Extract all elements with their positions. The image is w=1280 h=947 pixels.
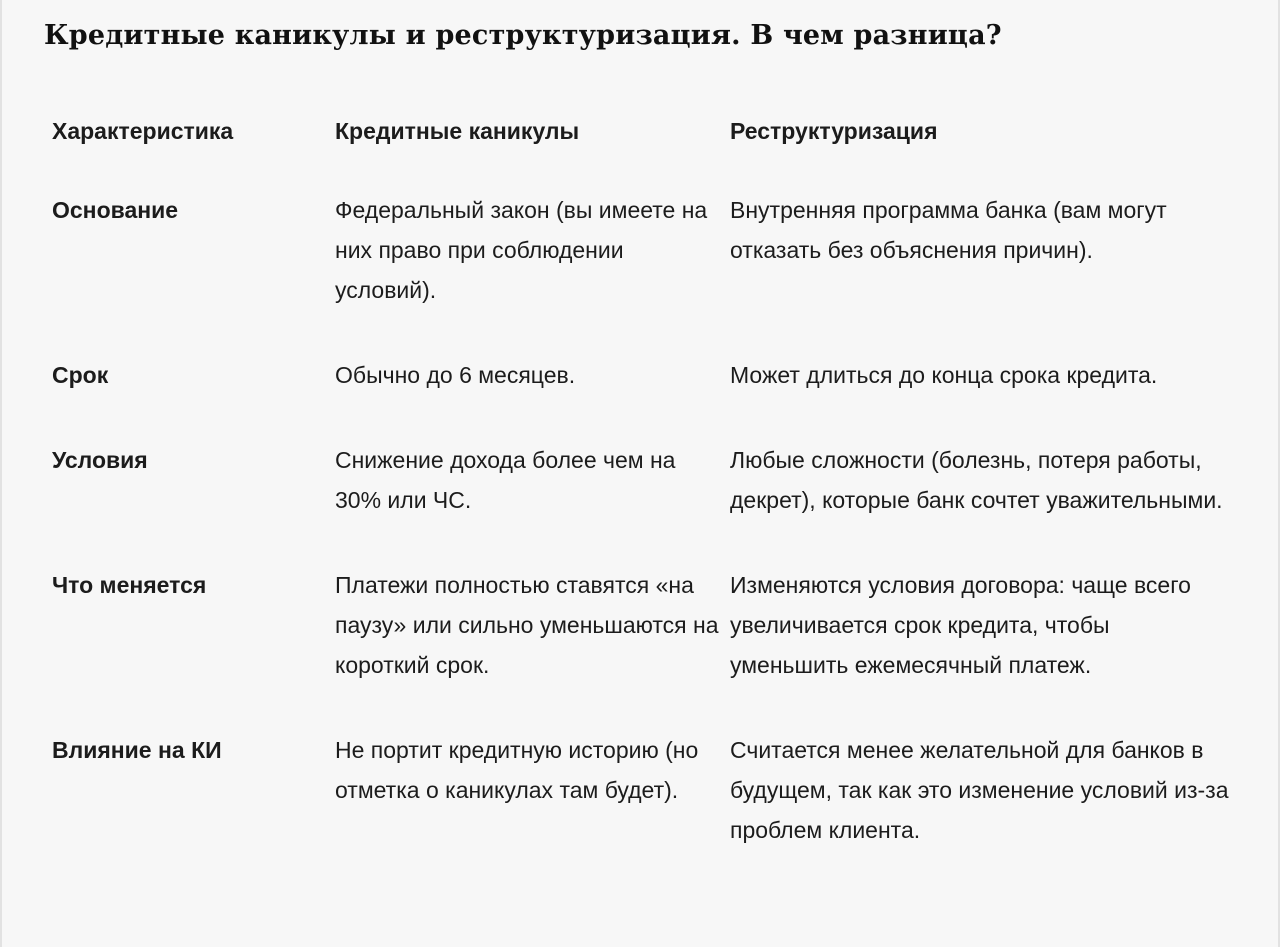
credit-holidays-cell: Обычно до 6 месяцев. bbox=[335, 362, 576, 388]
restructuring-cell: Может длиться до конца срока кредита. bbox=[730, 362, 1158, 388]
table-row bbox=[52, 730, 1232, 850]
row-label: Срок bbox=[52, 362, 109, 388]
credit-holidays-cell: Федеральный закон (вы имеете на них право при соблюдении условий). bbox=[335, 197, 708, 303]
row-label: Влияние на КИ bbox=[52, 737, 222, 763]
restructuring-cell: Любые сложности (болезнь, потеря работы, декрет), которые банк сочтет уважительными. bbox=[730, 447, 1223, 513]
header-restructuring: Реструктуризация bbox=[730, 118, 938, 144]
row-label: Условия bbox=[52, 447, 148, 473]
credit-holidays-cell: Не портит кредитную историю (но отметка о каникулах там будет). bbox=[335, 737, 699, 803]
credit-holidays-cell: Платежи полностью ставятся «на паузу» или сильно уменьшаются на короткий срок. bbox=[335, 572, 719, 678]
restructuring-cell: Внутренняя программа банка (вам могут отказать без объяснения причин). bbox=[730, 197, 1167, 263]
table-row bbox=[52, 355, 1232, 395]
credit-holidays-cell: Снижение дохода более чем на 30% или ЧС. bbox=[335, 447, 676, 513]
row-label: Основание bbox=[52, 197, 179, 223]
header-credit-holidays: Кредитные каникулы bbox=[335, 118, 580, 144]
row-label: Что меняется bbox=[52, 572, 207, 598]
page-title: Кредитные каникулы и реструктуризация. В чем разница? bbox=[44, 20, 1002, 51]
restructuring-cell: Изменяются условия договора: чаще всего увеличивается срок кредита, чтобы уменьшить ежемесячный платеж. bbox=[730, 572, 1191, 678]
comparison-table bbox=[52, 111, 1232, 850]
restructuring-cell: Считается менее желательной для банков в будущем, так как это изменение условий из-за проблем клиента. bbox=[730, 737, 1229, 843]
table-row bbox=[52, 190, 1232, 310]
table-header-row bbox=[52, 111, 1232, 151]
table-row bbox=[52, 440, 1232, 520]
table-row bbox=[52, 565, 1232, 685]
header-characteristic: Характеристика bbox=[52, 118, 234, 144]
